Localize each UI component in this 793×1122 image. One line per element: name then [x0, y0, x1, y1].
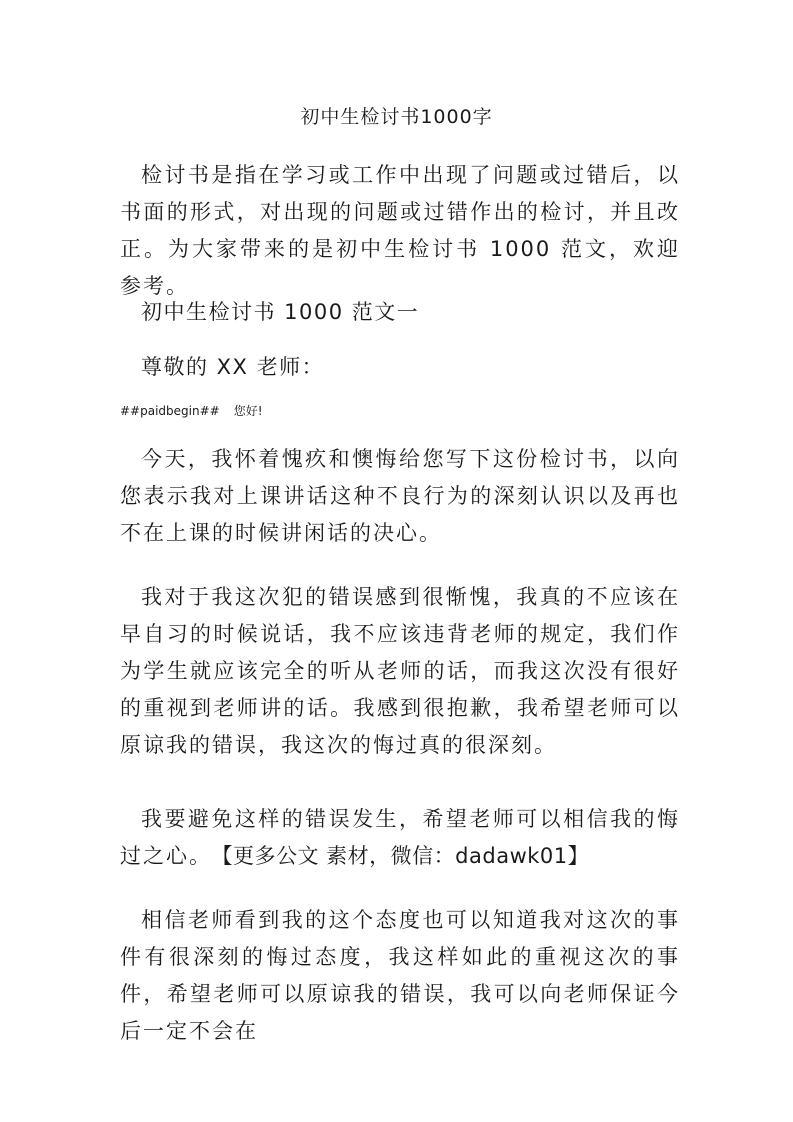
- greeting: 您好!: [233, 404, 263, 418]
- section-heading: 初中生检讨书 1000 范文一: [141, 300, 420, 324]
- paid-begin-line: [120, 402, 263, 420]
- body-paragraph-2: 我对于我这次犯的错误感到很惭愧，我真的不应该在早自习的时候说话，我不应该违背老师的规定，我们作为学生就应该完全的听从老师的话，而我这次没有很好的重视到老师讲的话。我感到很抱歉，我希望老师可以原谅我的错误，我这次的悔过真的很深刻。: [120, 585, 680, 757]
- body-paragraph-3-text: 我要避免这样的错误发生，希望老师可以相信我的悔过之心。: [120, 807, 680, 868]
- promo-text: 【更多公文 素材，微信：dadawk01】: [222, 844, 590, 868]
- paid-marker: ##paidbegin##: [120, 404, 220, 418]
- intro-paragraph: 检讨书是指在学习或工作中出现了问题或过错后，以书面的形式，对出现的问题或过错作出的检讨，并且改正。为大家带来的是初中生检讨书 1000 范文，欢迎参考。: [120, 163, 680, 298]
- body-paragraph-1: 今天，我怀着愧疚和懊悔给您写下这份检讨书，以向您表示我对上课讲话这种不良行为的深刻认识以及再也不在上课的时候讲闲话的决心。: [120, 447, 680, 545]
- salutation: 尊敬的 XX 老师：: [141, 355, 325, 379]
- document-title: 初中生检讨书1000字: [300, 106, 493, 128]
- body-paragraph-3: [120, 801, 680, 875]
- body-paragraph-4: 相信老师看到我的这个态度也可以知道我对这次的事件有很深刻的悔过态度，我这样如此的重视这次的事件，希望老师可以原谅我的错误，我可以向老师保证今后一定不会在: [120, 908, 680, 1043]
